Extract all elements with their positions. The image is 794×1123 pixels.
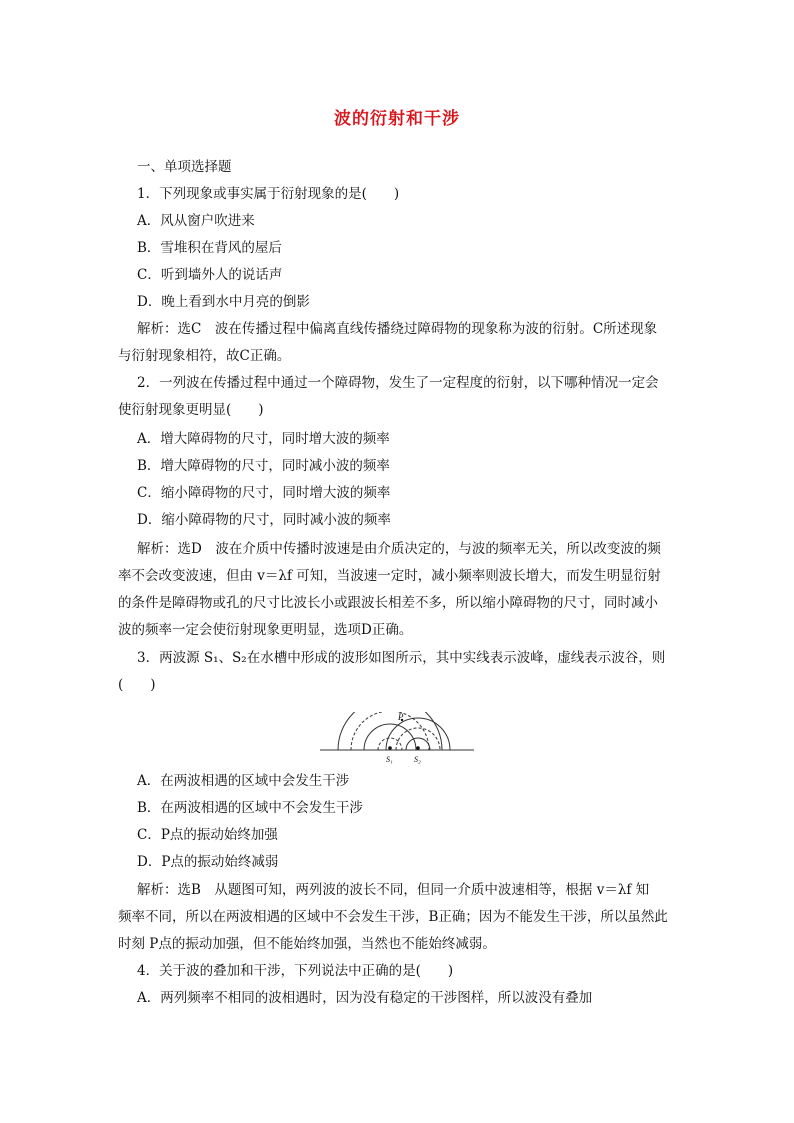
q3-option-a: A．在两波相遇的区域中会发生干涉 [137, 773, 350, 789]
q3-analysis-line: 频率不同，所以在两波相遇的区域中不会发生干涉，B正确；因为不能发生干涉，所以虽然此 [118, 909, 668, 925]
page-title: 波的衍射和干涉 [334, 109, 460, 129]
q2-stem-line: 使衍射现象更明显( ) [118, 402, 264, 418]
q2-option-a: A．增大障碍物的尺寸，同时增大波的频率 [137, 431, 390, 447]
point-p-label: P [398, 712, 404, 722]
q2-option-b: B．增大障碍物的尺寸，同时减小波的频率 [137, 458, 390, 474]
q4-option-a: A．两列频率不相同的波相遇时，因为没有稳定的干涉图样，所以波没有叠加 [137, 990, 593, 1006]
source-s1-label: S₁ [386, 755, 393, 764]
q1-option-c: C．听到墙外人的说话声 [137, 267, 283, 283]
q3-analysis-line: 解析：选B 从题图可知，两列波的波长不同，但同一介质中波速相等，根据 v＝λf 知 [137, 882, 650, 898]
section-heading: 一、单项选择题 [137, 159, 232, 175]
q3-stem-line: ( ) [118, 677, 156, 693]
q2-stem-line: 2．一列波在传播过程中通过一个障碍物，发生了一定程度的衍射，以下哪种情况一定会 [137, 375, 659, 391]
q3-analysis-line: 时刻 P点的振动加强，但不能始终加强，当然也不能始终减弱。 [118, 936, 496, 952]
q2-analysis-line: 的条件是障碍物或孔的尺寸比波长小或跟波长相差不多，所以缩小障碍物的尺寸，同时减小 [118, 595, 658, 611]
q1-stem: 1．下列现象或事实属于衍射现象的是( ) [137, 186, 400, 202]
q2-analysis-line: 波的频率一定会使衍射现象更明显，选项D正确。 [118, 622, 413, 638]
q3-option-c: C．P点的振动始终加强 [137, 827, 278, 843]
q2-analysis-line: 率不会改变波速，但由 v＝λf 可知，当波速一定时，减小频率则波长增大，而发生明显衍射 [118, 568, 661, 584]
q3-option-b: B．在两波相遇的区域中不会发生干涉 [137, 800, 363, 816]
q1-option-b: B．雪堆积在背风的屋后 [137, 240, 282, 256]
q3-stem-line: 3．两波源 S₁、S₂在水槽中形成的波形如图所示，其中实线表示波峰，虚线表示波谷，则 [137, 650, 666, 666]
source-s2-label: S₂ [414, 755, 421, 764]
wave-interference-figure [318, 712, 476, 768]
q1-analysis-line: 与衍射现象相符，故C正确。 [118, 348, 291, 364]
q1-option-d: D．晚上看到水中月亮的倒影 [137, 294, 310, 310]
q2-option-c: C．缩小障碍物的尺寸，同时增大波的频率 [137, 485, 391, 501]
q2-analysis-line: 解析：选D 波在介质中传播时波速是由介质决定的，与波的频率无关，所以改变波的频 [137, 541, 661, 557]
q1-option-a: A．风从窗户吹进来 [137, 213, 255, 229]
q4-stem: 4．关于波的叠加和干涉，下列说法中正确的是( ) [137, 963, 454, 979]
q1-analysis-line: 解析：选C 波在传播过程中偏离直线传播绕过障碍物的现象称为波的衍射。C所述现象 [137, 321, 658, 337]
q3-option-d: D．P点的振动始终减弱 [137, 854, 279, 870]
q2-option-d: D．缩小障碍物的尺寸，同时减小波的频率 [137, 512, 391, 528]
